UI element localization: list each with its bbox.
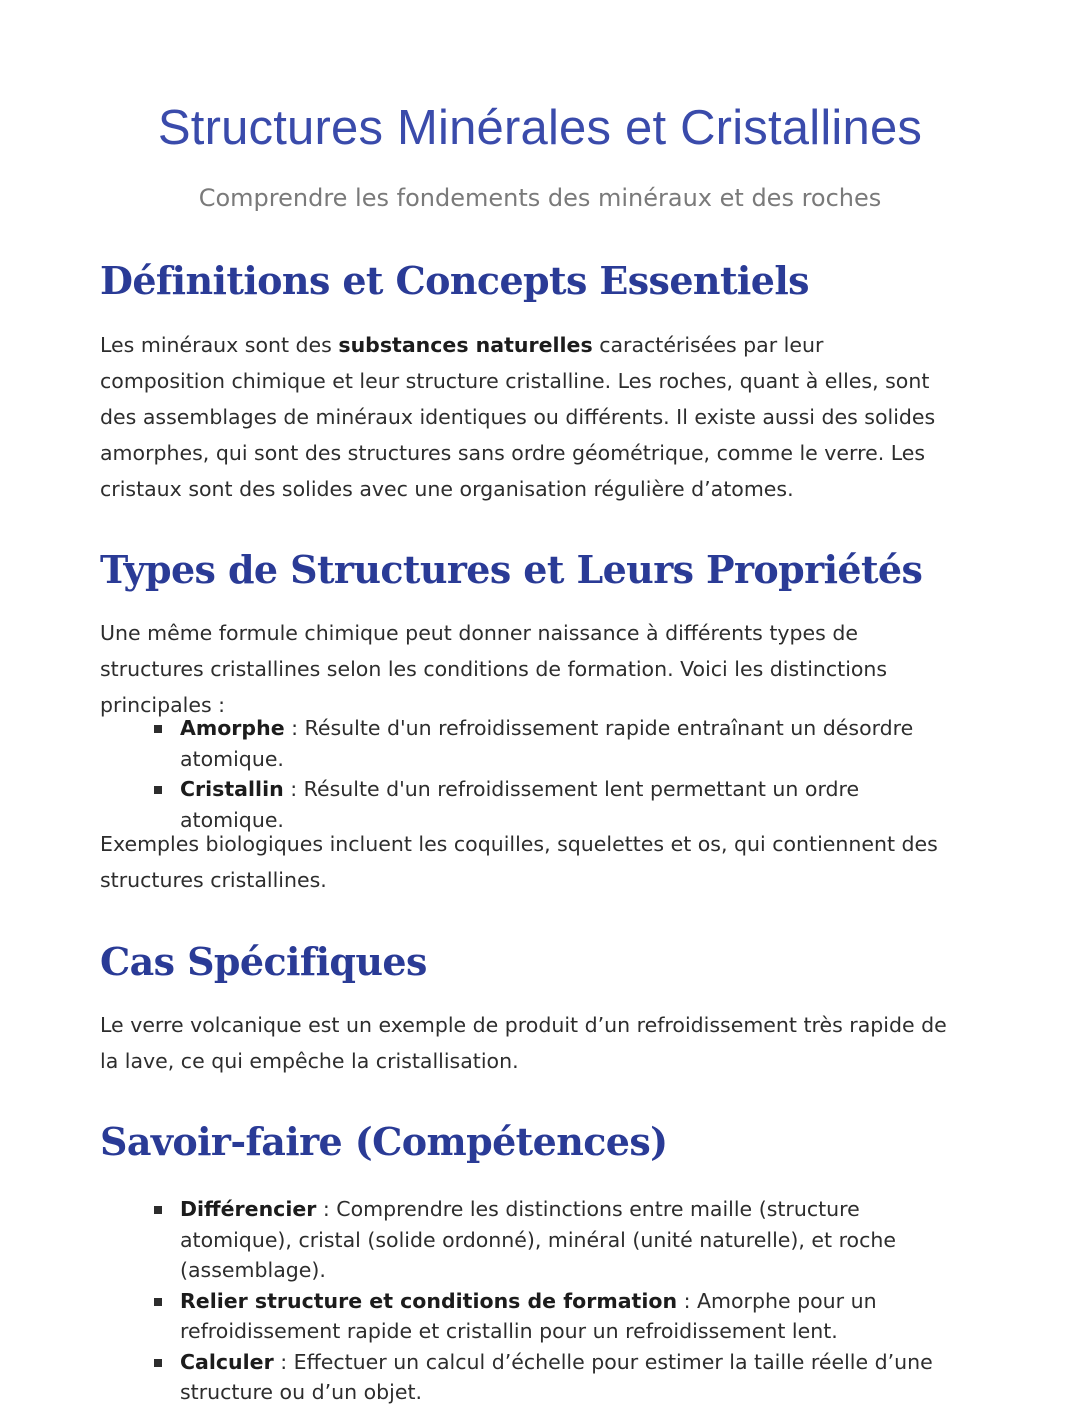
cas-paragraph: Le verre volcanique est un exemple de produit d’un refroidissement très rapide de la lave, ce qui empêche la cristallisation. (100, 1013, 947, 1073)
list-item-term: Cristallin (180, 777, 284, 801)
bullet-square-icon (154, 1359, 162, 1367)
section-heading-definitions: Définitions et Concepts Essentiels (100, 258, 809, 303)
list-item-text: : Amorphe pour un refroidissement rapide et cristallin pour un refroidissement lent. (180, 1288, 877, 1343)
definitions-bold-term: substances naturelles (338, 333, 593, 357)
types-outro-paragraph: Exemples biologiques incluent les coquilles, squelettes et os, qui contiennent des structures cristallines. (100, 832, 938, 892)
page-title: Structures Minérales et Cristallines (157, 101, 923, 155)
definitions-paragraph (100, 327, 950, 507)
definitions-text-end: caractérisées par leur composition chimique et leur structure cristalline. Les roches, quant à elles, sont des assemblages de minéraux identiques ou différents. Il existe aussi des solides amorphes, qui sont des structures sans ordre géométrique, comme le verre. Les cristaux sont des solides avec une organisation régulière d’atomes. (100, 333, 936, 501)
bullet-square-icon (154, 1206, 162, 1214)
section-heading-types: Types de Structures et Leurs Propriétés (100, 547, 923, 592)
list-item (154, 1194, 954, 1286)
types-list (154, 713, 954, 835)
definitions-text-start: Les minéraux sont des (100, 333, 339, 357)
list-item (154, 1286, 954, 1347)
list-item-text: : Résulte d'un refroidissement rapide entraînant un désordre atomique. (180, 716, 914, 771)
list-item-text: : Effectuer un calcul d’échelle pour estimer la taille réelle d’une structure ou d’un objet. (180, 1349, 933, 1404)
list-item (154, 713, 954, 774)
list-item (154, 1347, 954, 1408)
list-item-term: Calculer (180, 1349, 274, 1374)
list-item-text: : Résulte d'un refroidissement lent permettant un ordre atomique. (180, 777, 860, 832)
list-item-term: Différencier (180, 1197, 317, 1221)
types-intro-paragraph: Une même formule chimique peut donner naissance à différents types de structures cristallines selon les conditions de formation. Voici les distinctions principales : (100, 621, 888, 717)
bullet-square-icon (154, 786, 162, 794)
savoir-faire-list (154, 1194, 954, 1408)
list-item-term: Amorphe (180, 716, 285, 740)
list-item-term: Relier structure et conditions de formation (180, 1288, 678, 1313)
bullet-square-icon (154, 1298, 162, 1306)
bullet-square-icon (154, 725, 162, 733)
section-heading-cas: Cas Spécifiques (100, 939, 427, 984)
list-item-text: : Comprendre les distinctions entre maille (structure atomique), cristal (solide ordonné), minéral (unité naturelle), et roche (assemblage). (180, 1197, 896, 1282)
section-heading-savoir-faire: Savoir-faire (Compétences) (100, 1119, 668, 1164)
page-subtitle: Comprendre les fondements des minéraux et des roches (198, 184, 882, 212)
